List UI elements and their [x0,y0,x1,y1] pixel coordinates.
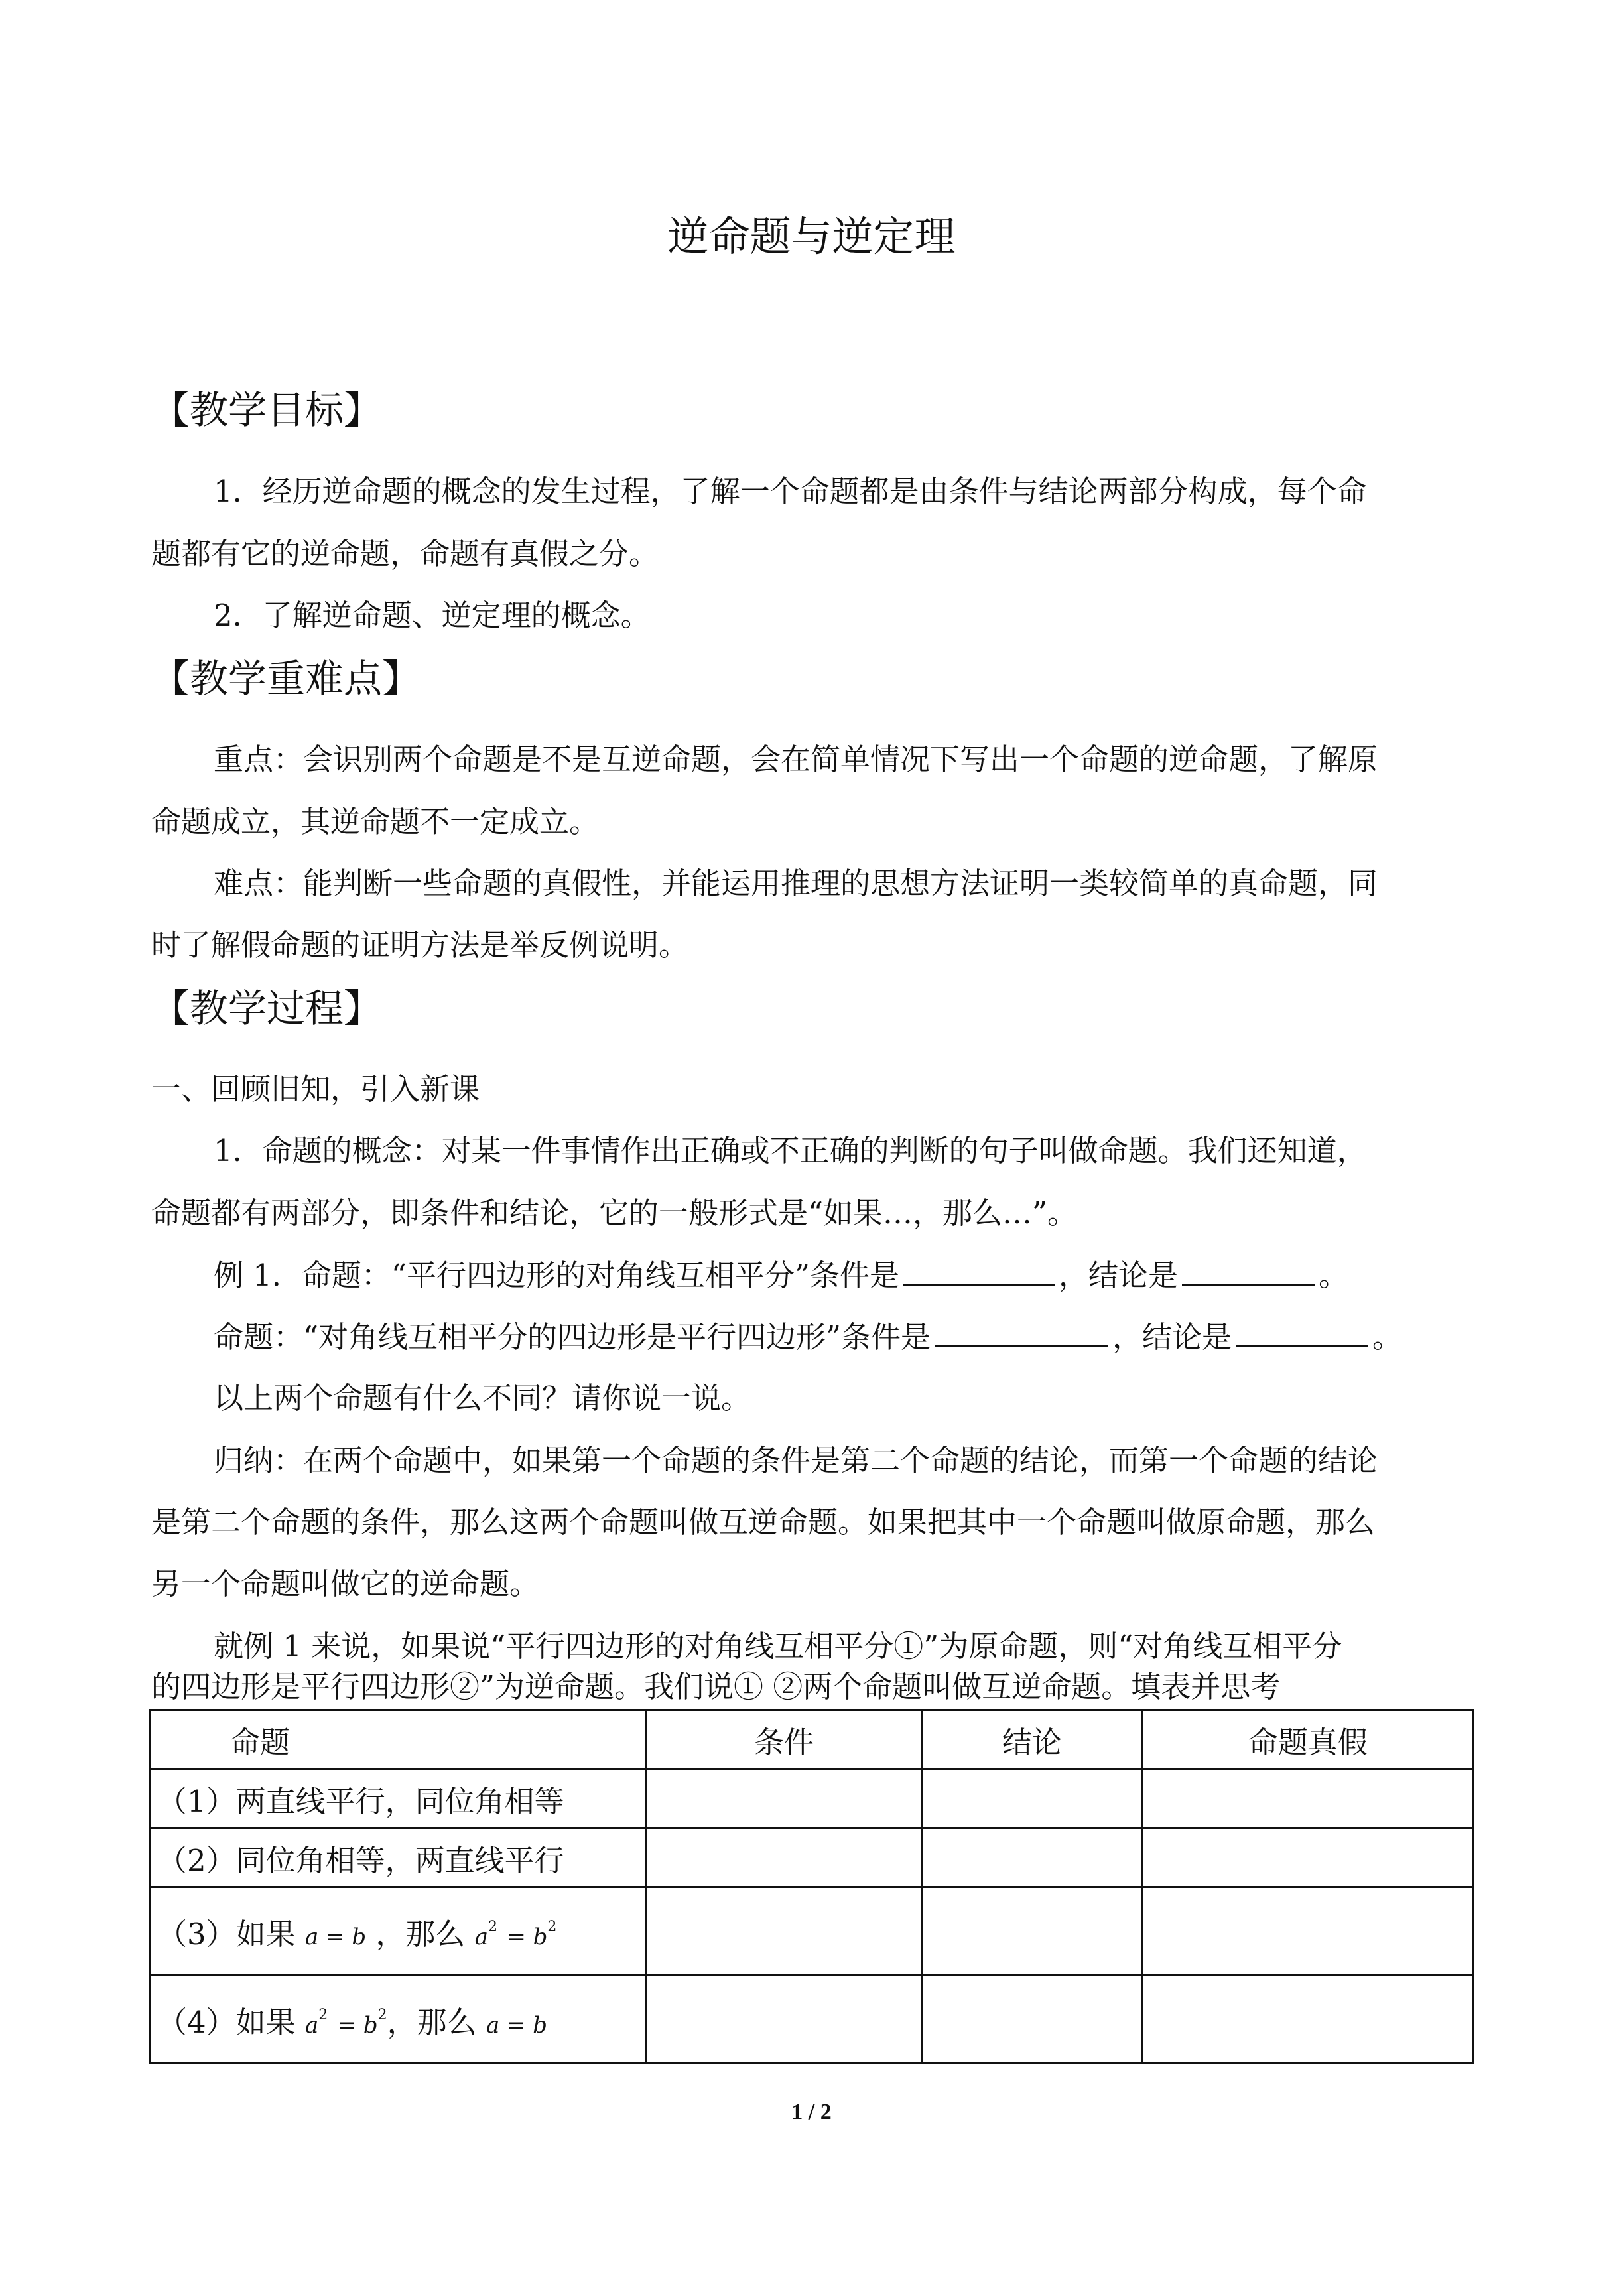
key-point-line-1: 重点：会识别两个命题是不是互逆命题，会在简单情况下写出一个命题的逆命题，了解原 [214,742,1378,777]
table-row [150,1769,1474,1828]
condition-blank-1[interactable] [903,1252,1055,1286]
key-point-line-2: 命题成立，其逆命题不一定成立。 [151,804,600,839]
goal-1-line-2: 题都有它的逆命题，命题有真假之分。 [151,536,659,571]
header-proposition: 命题 [150,1710,647,1769]
process-heading: 【教学过程】 [151,986,383,1031]
example-2-text: 命题：“对角线互相平分的四边形是平行四边形”条件是 [214,1319,931,1355]
explanation-line-1: 就例 1 来说，如果说“平行四边形的对角线互相平分①”为原命题，则“对角线互相平分 [214,1629,1342,1664]
header-truth: 命题真假 [1142,1710,1473,1769]
example-1-conclusion-label: ，结论是 [1058,1258,1178,1293]
proposition-table [149,1709,1474,2064]
row-1-conclusion-cell[interactable] [922,1769,1143,1828]
part-1-heading: 一、回顾旧知，引入新课 [151,1071,480,1107]
example-1-line: 例 1．命题：“平行四边形的对角线互相平分”条件是 ，结论是 。 [214,1252,1348,1299]
row-4-proposition: （4）如果 $a^2 = b^2$，那么 a = b [150,1976,647,2064]
math-a-eq-b: a = b [304,1923,367,1950]
conclusion-blank-1[interactable] [1182,1252,1315,1286]
summary-line-1: 归纳：在两个命题中，如果第一个命题的条件是第二个命题的结论，而第一个命题的结论 [214,1443,1378,1478]
example-2-conclusion-label: ，结论是 [1112,1319,1232,1355]
difficulty-line-2: 时了解假命题的证明方法是举反例说明。 [151,927,689,963]
question-line: 以上两个命题有什么不同？请你说一说。 [214,1381,751,1416]
row-1-proposition: （1）两直线平行，同位角相等 [150,1769,647,1828]
table-row [150,1887,1474,1976]
header-condition: 条件 [646,1710,921,1769]
concept-line-1: 1．命题的概念：对某一件事情作出正确或不正确的判断的句子叫做命题。我们还知道， [214,1133,1367,1168]
row-2-proposition: （2）同位角相等，两直线平行 [150,1828,647,1887]
row-3-proposition: （3）如果 a = b ，那么 $a^2 = b^2$ [150,1887,647,1976]
goal-2: 2．了解逆命题、逆定理的概念。 [214,598,651,633]
explanation-line-2: 的四边形是平行四边形②”为逆命题。我们说① ②两个命题叫做互逆命题。填表并思考 [151,1669,1281,1704]
row-2-conclusion-cell[interactable] [922,1828,1143,1887]
difficulty-line-1: 难点：能判断一些命题的真假性，并能运用推理的思想方法证明一类较简单的真命题，同 [214,866,1378,901]
example-1-text: 例 1．命题：“平行四边形的对角线互相平分”条件是 [214,1258,899,1293]
summary-line-2: 是第二个命题的条件，那么这两个命题叫做互逆命题。如果把其中一个命题叫做原命题，那么 [151,1505,1376,1540]
key-points-heading: 【教学重难点】 [151,656,421,701]
row-3-conclusion-cell[interactable] [922,1887,1143,1976]
row-4-conclusion-cell[interactable] [922,1976,1143,2064]
conclusion-blank-2[interactable] [1236,1314,1368,1347]
goal-1-line-1: 1．经历逆命题的概念的发生过程，了解一个命题都是由条件与结论两部分构成，每个命 [214,474,1367,509]
table-row [150,1828,1474,1887]
goals-heading: 【教学目标】 [151,387,383,433]
row-2-condition-cell[interactable] [646,1828,921,1887]
row-4-truth-cell[interactable] [1142,1976,1473,2064]
condition-blank-2[interactable] [935,1314,1108,1347]
summary-line-3: 另一个命题叫做它的逆命题。 [151,1566,540,1601]
row-3-truth-cell[interactable] [1142,1887,1473,1976]
page-number: 1 / 2 [791,2100,832,2124]
example-2-line: 命题：“对角线互相平分的四边形是平行四边形”条件是 ，结论是 。 [214,1314,1402,1361]
concept-line-2: 命题都有两部分，即条件和结论，它的一般形式是“如果…，那么…”。 [151,1195,1078,1231]
page-title: 逆命题与逆定理 [667,212,956,261]
table-header-row [150,1710,1474,1769]
table-row [150,1976,1474,2064]
row-1-condition-cell[interactable] [646,1769,921,1828]
row-3-condition-cell[interactable] [646,1887,921,1976]
row-2-truth-cell[interactable] [1142,1828,1473,1887]
header-conclusion: 结论 [922,1710,1143,1769]
row-1-truth-cell[interactable] [1142,1769,1473,1828]
row-4-condition-cell[interactable] [646,1976,921,2064]
